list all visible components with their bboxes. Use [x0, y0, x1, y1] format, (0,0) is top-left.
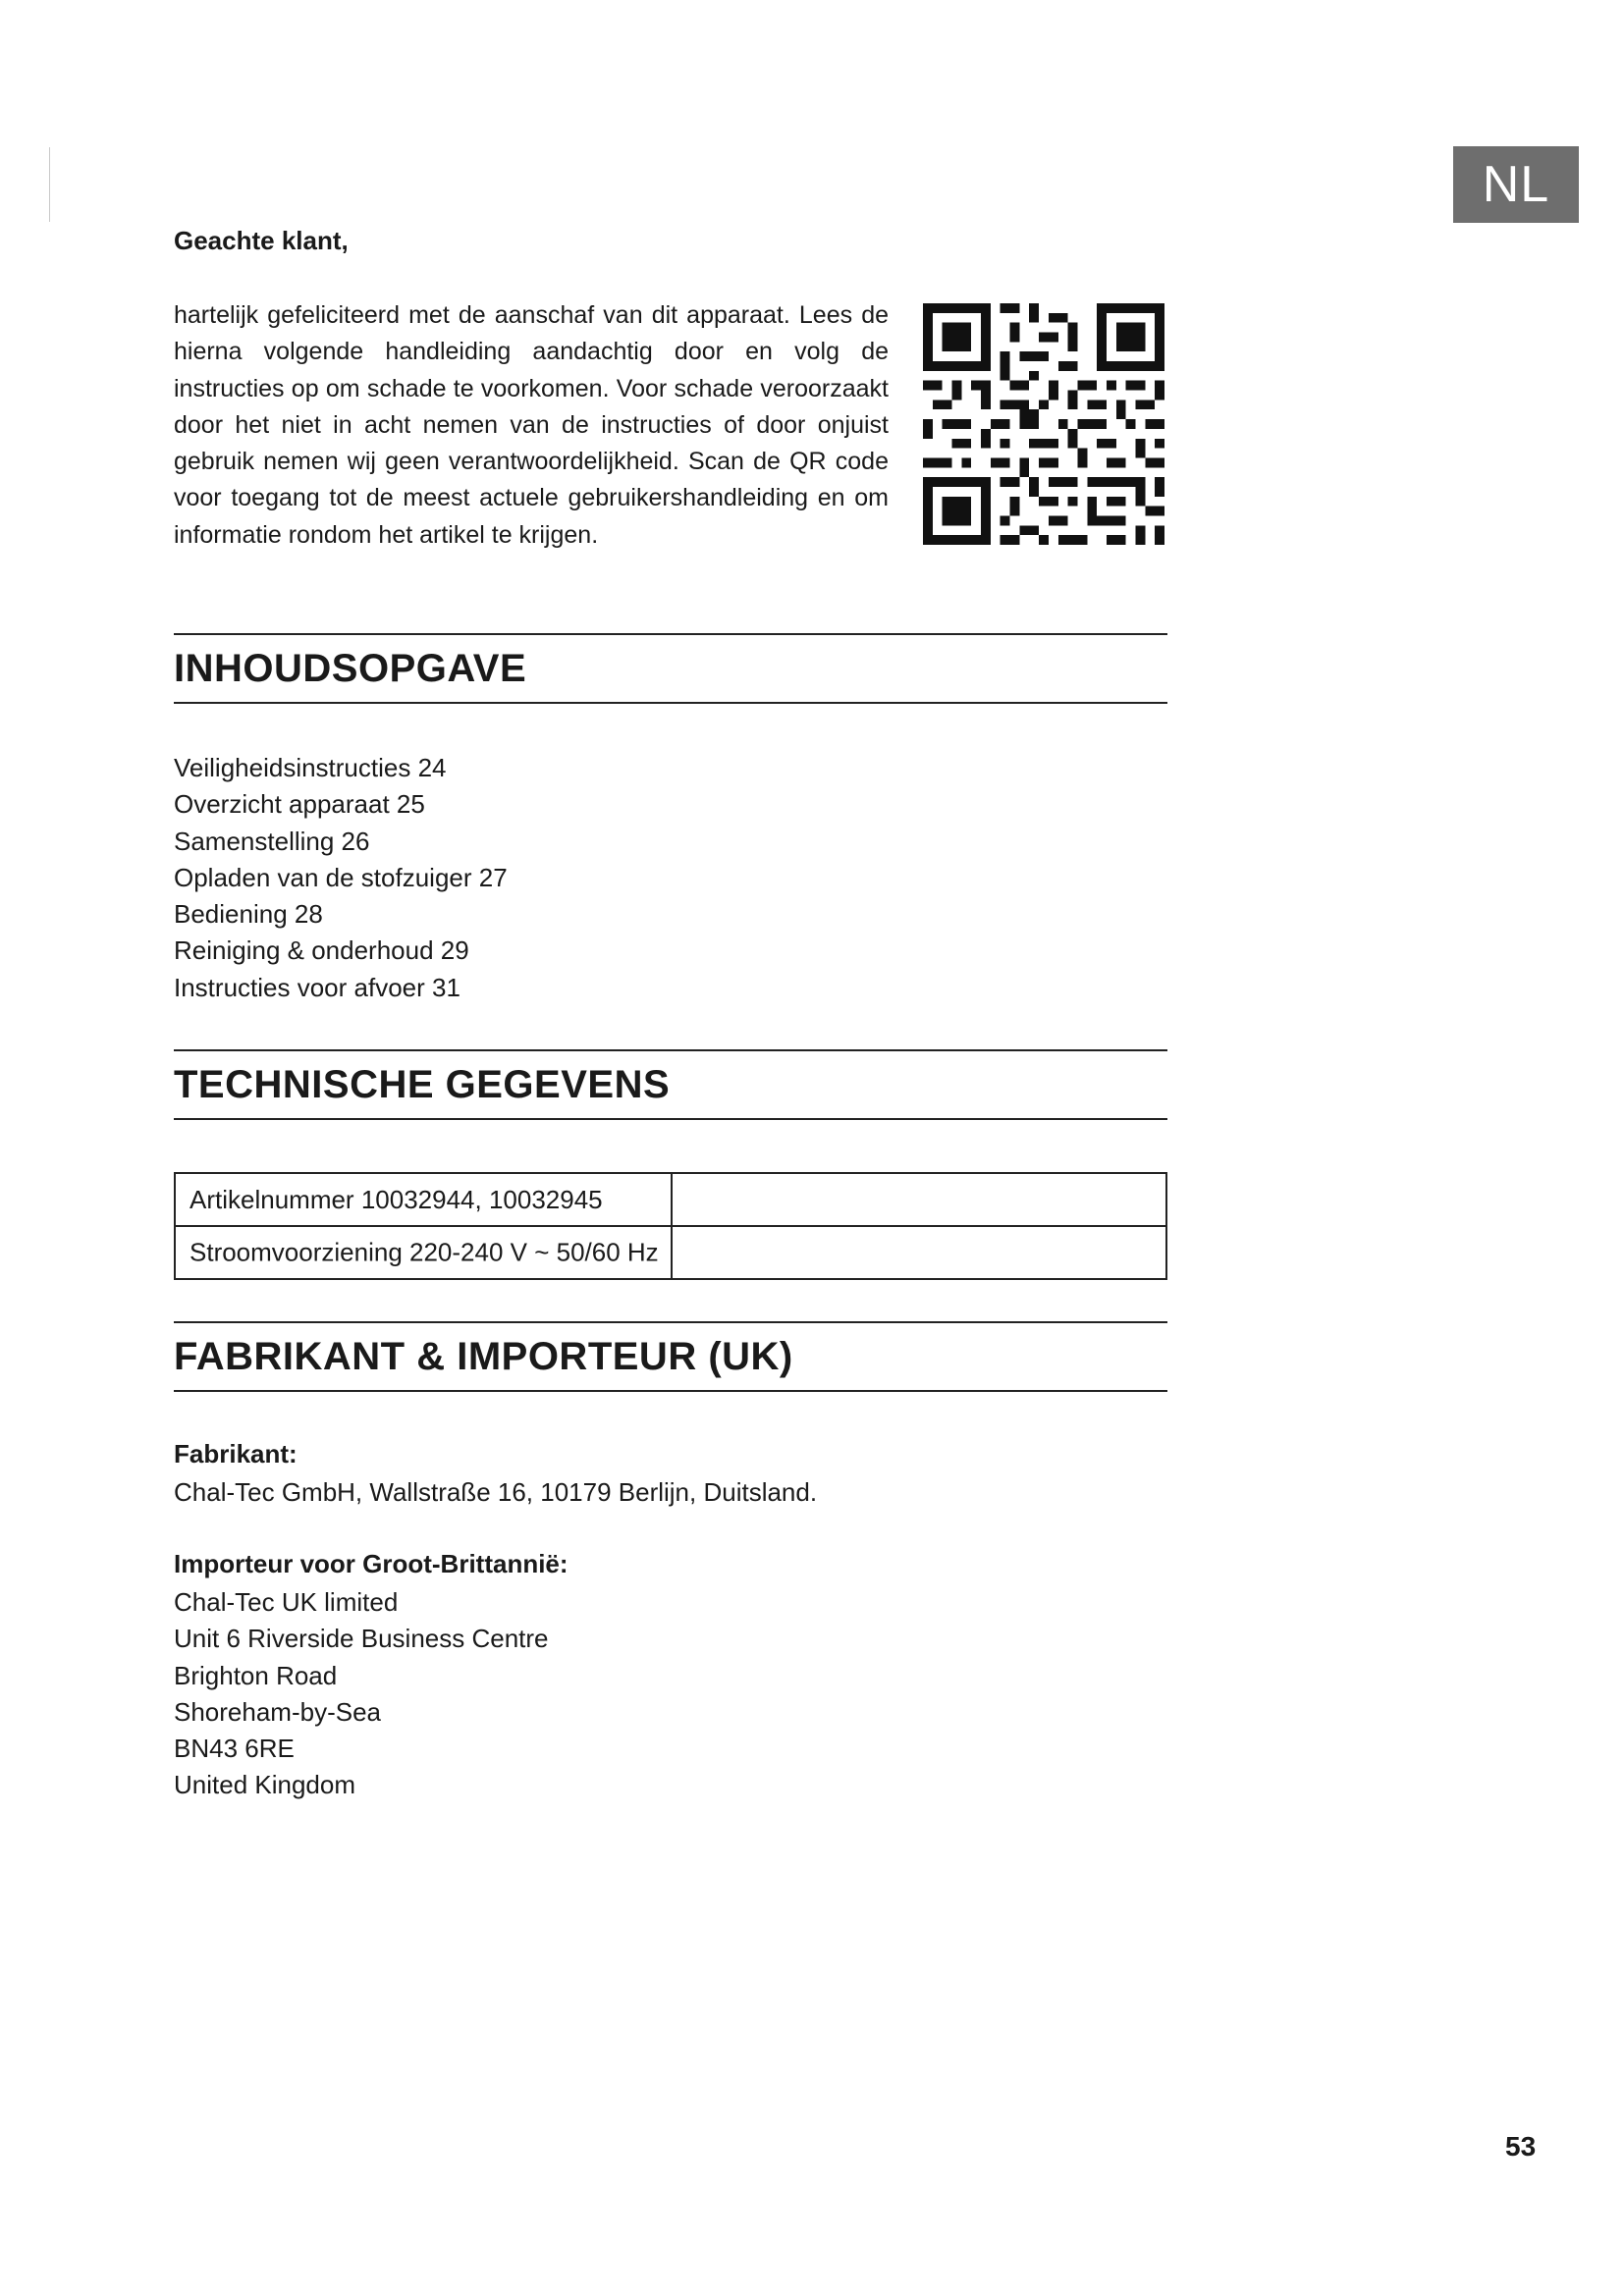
- page-number: 53: [1505, 2131, 1537, 2162]
- toc-item: Opladen van de stofzuiger 27: [174, 862, 508, 892]
- address-line: BN43 6RE: [174, 1734, 295, 1764]
- spec-cell: [175, 1226, 672, 1279]
- language-badge: NL: [1453, 146, 1579, 223]
- address-line: Unit 6 Riverside Business Centre: [174, 1624, 549, 1654]
- manufacturer-address: Chal-Tec GmbH, Wallstraße 16, 10179 Berlijn, Duitsland.: [174, 1477, 818, 1507]
- qr-code-icon: [923, 303, 1164, 545]
- manufacturer-section: [174, 1321, 1167, 1392]
- toc-heading: INHOUDSOPGAVE: [174, 647, 527, 690]
- address-line: Shoreham-by-Sea: [174, 1696, 381, 1727]
- importer-address: [174, 1584, 549, 1804]
- spec-value-cell: [672, 1226, 1166, 1279]
- intro-paragraph: hartelijk gefeliciteerd met de aanschaf van dit apparaat. Lees de hierna volgende handleiding aandachtig door en volg de instructies op om schade te voorkomen. Voor schade veroorzaakt door het niet in acht nemen van de instructies of door onjuist gebruik nemen wij geen verantwoordelijkheid. Scan de QR code voor toegang tot de meest actuele gebruikershandleiding en om informatie rondom het artikel te krijgen.: [174, 301, 889, 549]
- spec-value-cell: [672, 1173, 1166, 1226]
- spec-text: Stroomvoorziening 220-240 V ~ 50/60 Hz: [189, 1237, 659, 1267]
- section-rule: [174, 1390, 1167, 1392]
- table-row: [175, 1173, 1166, 1226]
- table-row: [175, 1226, 1166, 1279]
- greeting: Geachte klant,: [174, 226, 349, 255]
- importer-label: Importeur voor Groot-Brittannië:: [174, 1549, 568, 1578]
- manufacturer-label: Fabrikant:: [174, 1439, 298, 1468]
- address-line: Brighton Road: [174, 1660, 338, 1690]
- toc-item: Veiligheidsinstructies 24: [174, 753, 447, 782]
- technical-section: [174, 1049, 1167, 1120]
- manufacturer-heading: FABRIKANT & IMPORTEUR (UK): [174, 1335, 793, 1378]
- technical-heading: TECHNISCHE GEGEVENS: [174, 1063, 671, 1106]
- spec-table: [174, 1172, 1167, 1280]
- toc-item: Reiniging & onderhoud 29: [174, 935, 469, 966]
- address-line: United Kingdom: [174, 1770, 355, 1800]
- margin-rule: [49, 147, 50, 222]
- section-rule: [174, 1118, 1167, 1120]
- spec-cell: Artikelnummer 10032944, 10032945: [175, 1173, 672, 1226]
- toc-section: [174, 633, 1167, 704]
- toc-item: Instructies voor afvoer 31: [174, 972, 460, 1002]
- section-rule: [174, 702, 1167, 704]
- toc-item: Samenstelling 26: [174, 826, 370, 856]
- table-of-contents: [174, 750, 508, 1006]
- address-line: Chal-Tec UK limited: [174, 1587, 399, 1617]
- toc-item: Bediening 28: [174, 899, 323, 930]
- toc-item: Overzicht apparaat 25: [174, 789, 425, 820]
